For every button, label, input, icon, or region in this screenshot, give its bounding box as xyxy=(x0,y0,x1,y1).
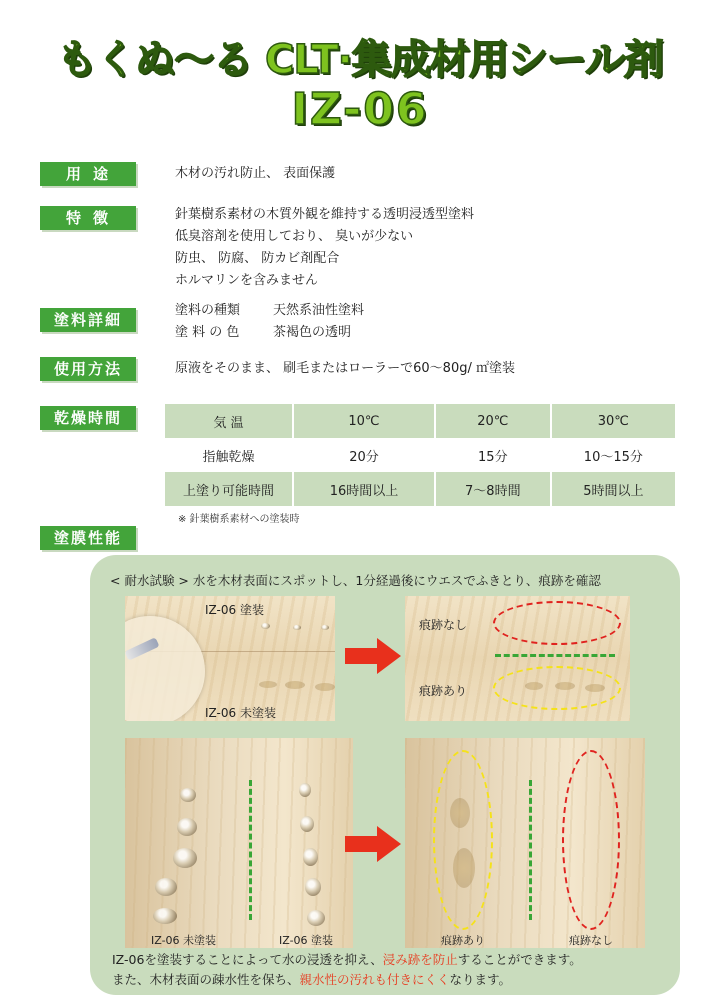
water-stain xyxy=(450,798,470,828)
water-stain xyxy=(555,682,575,690)
caption-line-2: また、木材表面の疎水性を保ち、親水性の汚れも付きにくくなります。 xyxy=(112,972,512,987)
water-stain xyxy=(525,682,543,690)
photo4-no-trace-label: 痕跡なし xyxy=(569,934,613,947)
caption-highlight: 親水性の汚れも付きにくく xyxy=(299,972,450,987)
table-cell: 指触乾燥 xyxy=(165,438,293,472)
water-drop xyxy=(299,783,311,797)
main-title: もくぬ〜る CLT·集成材用シール剤 xyxy=(57,37,663,83)
table-header-cell: 20℃ xyxy=(435,404,551,438)
drying-note: ※ 針葉樹系素材への塗装時 xyxy=(178,514,300,525)
feature-line: ホルマリンを含みません xyxy=(175,273,319,288)
photo3-coated-label: IZ-06 塗装 xyxy=(279,934,334,947)
paint-color-value: 茶褐色の透明 xyxy=(273,325,352,340)
table-cell: 10〜15分 xyxy=(551,438,676,472)
water-drop xyxy=(321,625,329,630)
divider-line xyxy=(495,654,615,657)
photo4-trace-label: 痕跡あり xyxy=(441,934,485,947)
water-drop xyxy=(177,818,197,836)
table-header-cell: 30℃ xyxy=(551,404,676,438)
water-drop xyxy=(153,908,177,924)
pipette-icon xyxy=(125,637,160,660)
drying-time-table xyxy=(165,404,677,506)
paint-type-key: 塗料の種類 xyxy=(175,303,241,318)
table-row xyxy=(165,472,676,506)
film-performance-label: 塗膜性能 xyxy=(40,526,136,550)
water-stain xyxy=(453,848,475,888)
paint-type-value: 天然系油性塗料 xyxy=(273,303,365,318)
usage-label: 用途 xyxy=(40,162,136,186)
photo-result-test xyxy=(405,596,630,721)
magnifier-inset xyxy=(125,616,205,721)
feature-line: 低臭溶剤を使用しており、 臭いが少ない xyxy=(175,229,414,244)
table-cell: 16時間以上 xyxy=(293,472,435,506)
table-cell: 15分 xyxy=(435,438,551,472)
table-cell: 7〜8時間 xyxy=(435,472,551,506)
photo1-uncoated-label: IZ-06 未塗装 xyxy=(205,706,276,720)
water-drop xyxy=(180,788,196,802)
product-code-title: IZ-06 xyxy=(291,84,429,135)
table-cell: 上塗り可能時間 xyxy=(165,472,293,506)
water-stain xyxy=(585,684,605,692)
features-list xyxy=(175,204,474,292)
feature-line: 防虫、 防腐、 防カビ剤配合 xyxy=(175,251,340,266)
no-trace-ellipse xyxy=(493,601,621,645)
photo2-no-trace-label: 痕跡なし xyxy=(419,618,468,632)
feature-line: 針葉樹系素材の木質外観を維持する透明浸透型塗料 xyxy=(175,207,475,222)
table-header-cell: 10℃ xyxy=(293,404,435,438)
no-trace-ellipse xyxy=(562,750,620,930)
water-drop xyxy=(293,625,301,630)
water-drop xyxy=(307,910,325,926)
drying-time-label: 乾燥時間 xyxy=(40,406,136,430)
arrow-right-icon xyxy=(345,826,401,862)
photo1-coated-label: IZ-06 塗装 xyxy=(205,603,264,617)
water-drop xyxy=(300,816,314,832)
water-drop xyxy=(303,848,318,866)
water-drop xyxy=(305,878,321,896)
photo3-uncoated-label: IZ-06 未塗装 xyxy=(151,934,217,947)
water-test-title: < 耐水試験 > 水を木材表面にスポットし、1分経過後にウエスでふきとり、痕跡を確認 xyxy=(110,573,601,588)
water-drop xyxy=(155,878,177,896)
photo-drops-closeup xyxy=(125,738,353,948)
features-label: 特徴 xyxy=(40,206,136,230)
usage-text: 木材の汚れ防止、 表面保護 xyxy=(175,166,336,181)
table-header-cell: 気 温 xyxy=(165,404,293,438)
usage-method-label: 使用方法 xyxy=(40,357,136,381)
table-cell: 20分 xyxy=(293,438,435,472)
photo2-trace-label: 痕跡あり xyxy=(419,684,468,698)
photo-drops-result xyxy=(405,738,645,948)
table-row xyxy=(165,438,676,472)
table-cell: 5時間以上 xyxy=(551,472,676,506)
paint-details-label: 塗料詳細 xyxy=(40,308,136,332)
photo-spot-test xyxy=(125,596,335,721)
arrow-right-icon xyxy=(345,638,401,674)
paint-color-key: 塗 料 の 色 xyxy=(175,325,240,340)
water-drop xyxy=(261,623,270,629)
water-stain xyxy=(259,681,277,688)
divider-line xyxy=(529,780,532,920)
caption-highlight: 浸み跡を防止 xyxy=(382,952,458,967)
water-stain xyxy=(285,681,305,689)
table-header-row xyxy=(165,404,676,438)
water-drop xyxy=(173,848,197,868)
caption-line-1: IZ-06を塗装することによって水の浸透を抑え、浸み跡を防止することができます。 xyxy=(112,952,582,967)
divider-line xyxy=(249,780,252,920)
paint-details xyxy=(175,300,364,344)
water-stain xyxy=(315,683,335,691)
trace-ellipse xyxy=(433,750,493,930)
usage-method-text: 原液をそのまま、 刷毛またはローラーで60〜80g/ ㎡塗装 xyxy=(175,361,515,376)
